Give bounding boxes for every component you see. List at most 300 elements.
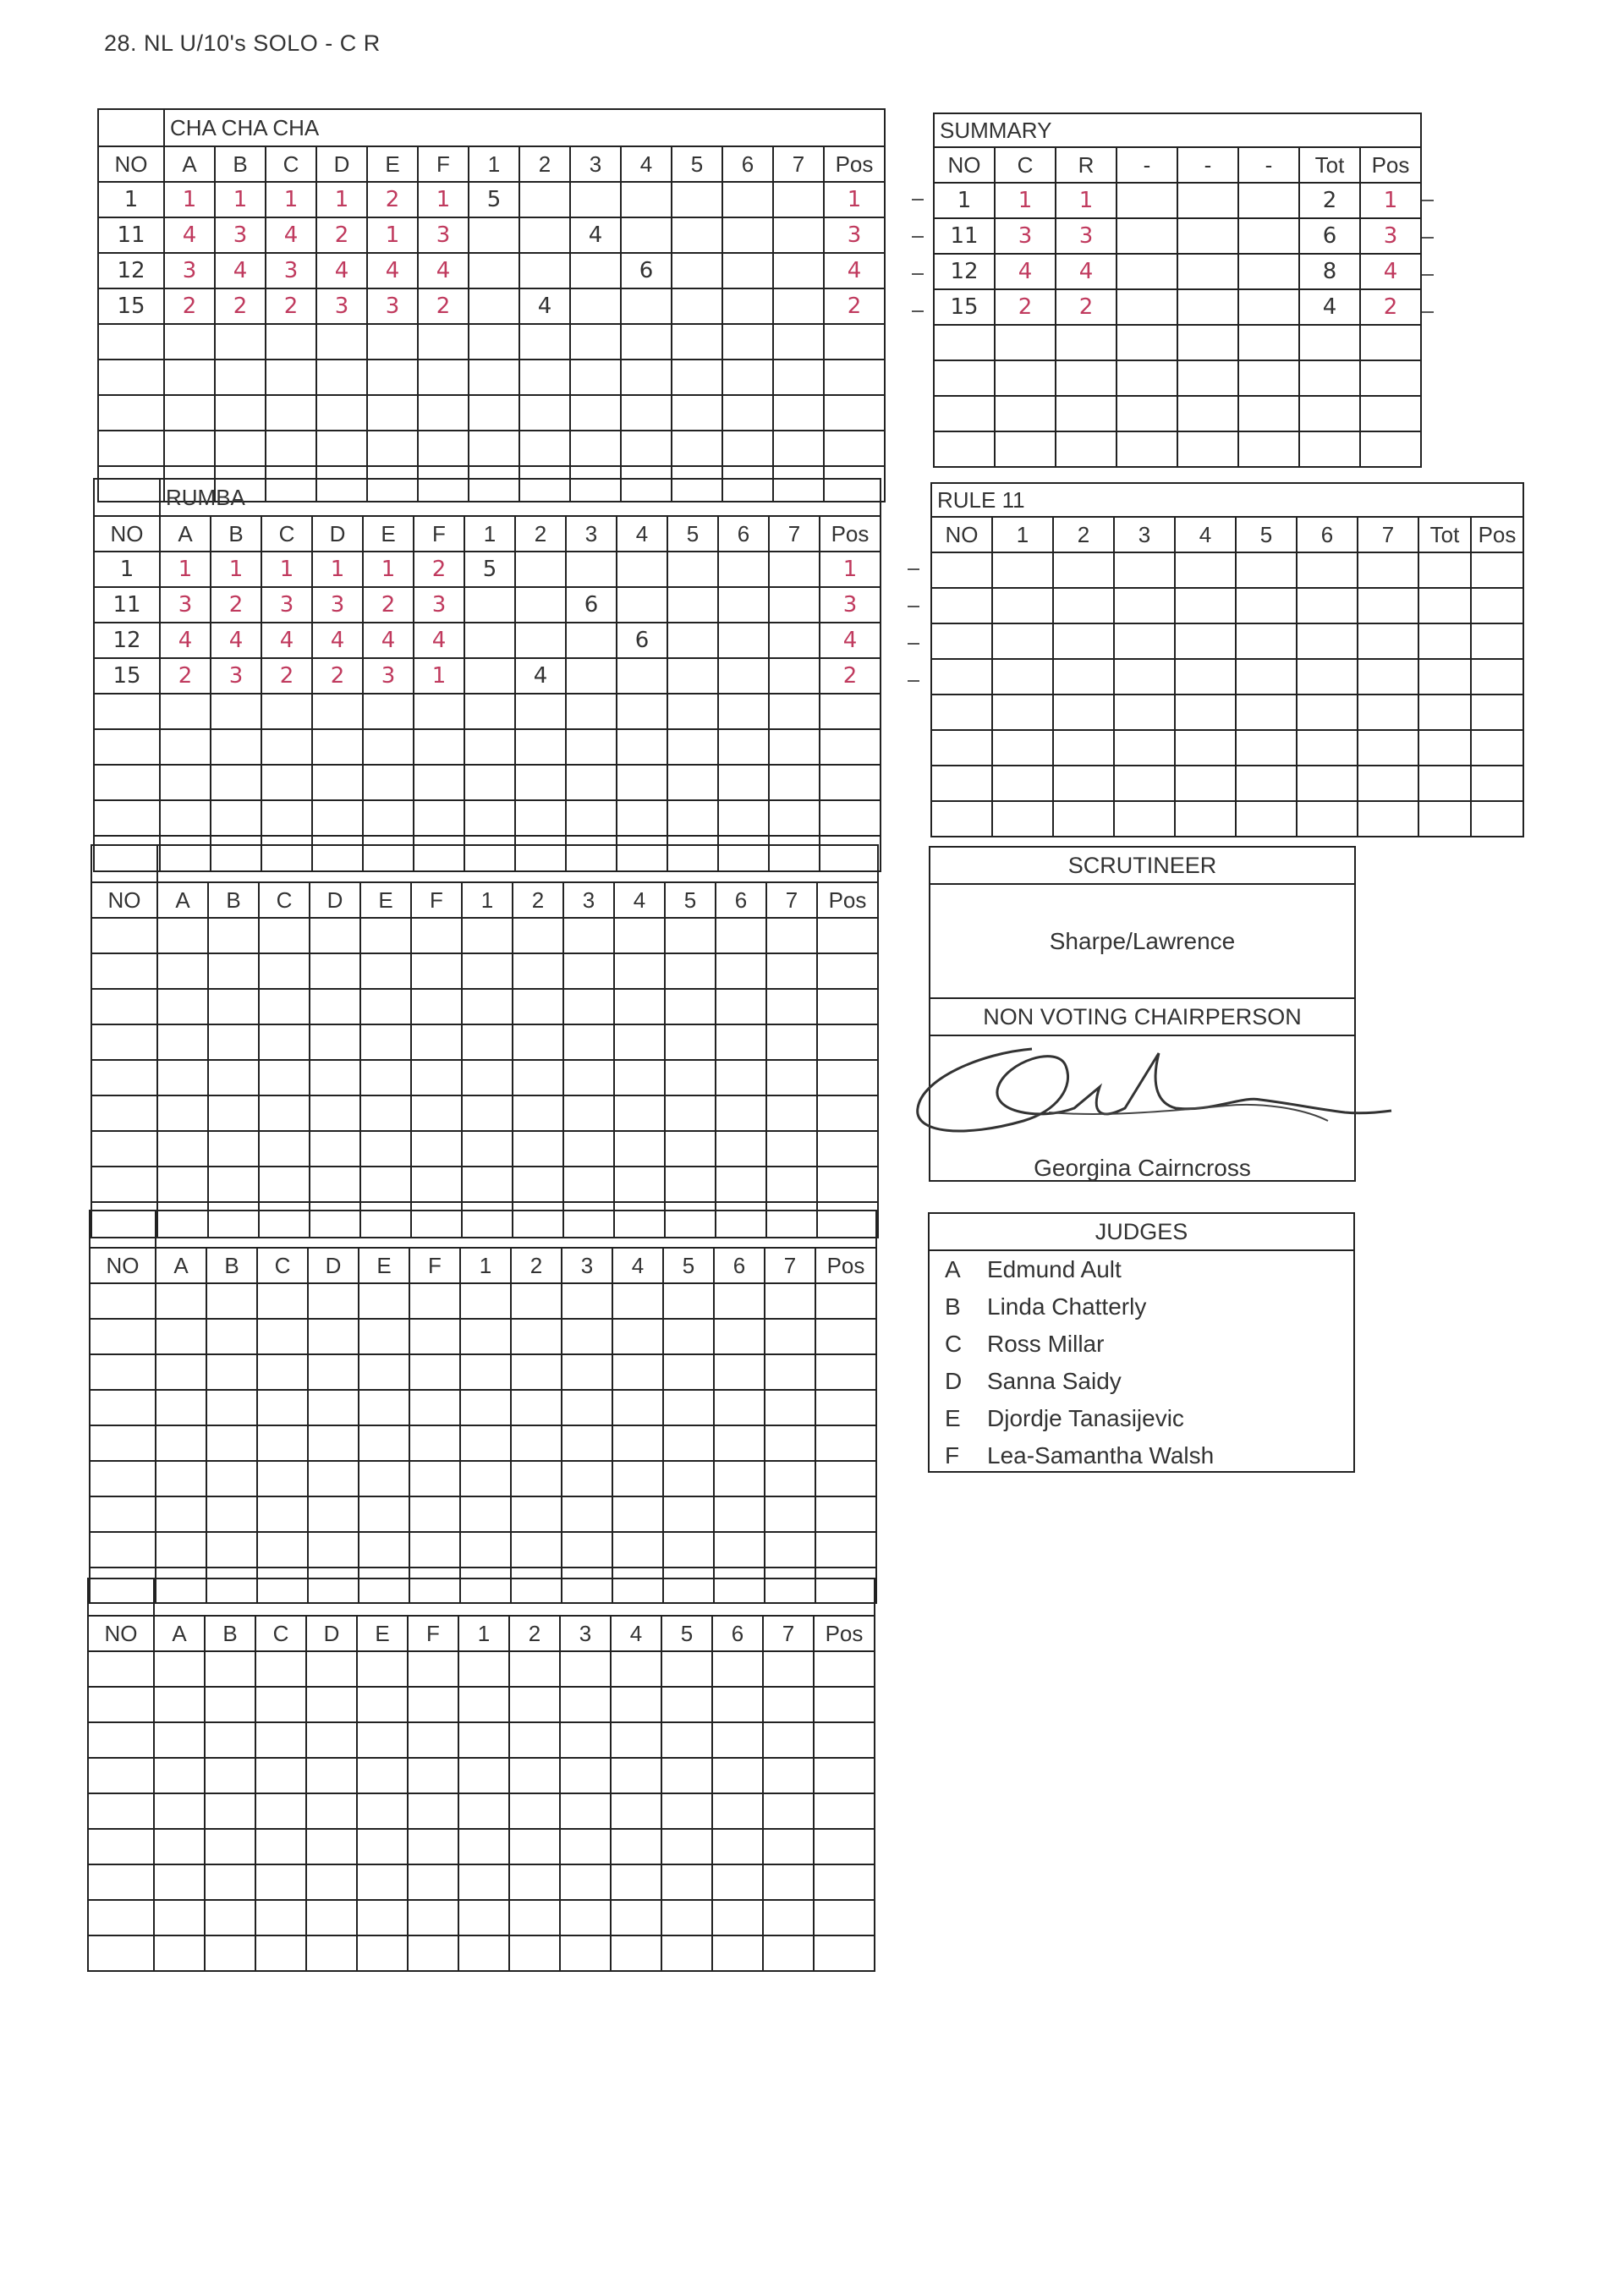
empty-cell bbox=[1418, 659, 1471, 695]
column-header: 2 bbox=[519, 146, 570, 182]
judges-label: JUDGES bbox=[930, 1214, 1353, 1251]
competitor-number bbox=[91, 953, 157, 989]
place-count bbox=[765, 1390, 815, 1425]
table-row bbox=[88, 1829, 875, 1864]
empty-cell bbox=[1177, 218, 1238, 254]
judge-mark bbox=[409, 1532, 460, 1568]
chairperson-name: Georgina Cairncross bbox=[1034, 1155, 1251, 1181]
table-row bbox=[88, 1722, 875, 1758]
tick-mark bbox=[1422, 311, 1434, 313]
judge-mark bbox=[255, 1651, 306, 1687]
place-count bbox=[458, 1935, 509, 1971]
place-count bbox=[716, 953, 766, 989]
empty-cell bbox=[1418, 695, 1471, 730]
judge-mark bbox=[255, 1935, 306, 1971]
place-count bbox=[766, 1024, 817, 1060]
place-count bbox=[763, 1793, 814, 1829]
place-count bbox=[513, 918, 563, 953]
place-count bbox=[511, 1425, 562, 1461]
place-count bbox=[515, 587, 566, 623]
place-count bbox=[462, 953, 513, 989]
place-count: 6 bbox=[566, 587, 617, 623]
judge-mark: 1 bbox=[211, 552, 261, 587]
competitor-number: 12 bbox=[934, 254, 995, 289]
place-count bbox=[773, 395, 824, 431]
competitor-number: 1 bbox=[98, 182, 164, 217]
judge-mark bbox=[156, 1283, 206, 1319]
place-count bbox=[716, 1024, 766, 1060]
competitor-number bbox=[98, 324, 164, 360]
place-count bbox=[672, 182, 722, 217]
place-count bbox=[716, 1095, 766, 1131]
empty-cell bbox=[1116, 396, 1177, 431]
column-header: 3 bbox=[563, 882, 614, 918]
column-header: 6 bbox=[714, 1248, 765, 1283]
judge-mark bbox=[360, 1024, 411, 1060]
place-count bbox=[763, 1829, 814, 1864]
position-cell: 3 bbox=[824, 217, 885, 253]
judge-row bbox=[930, 1326, 1353, 1363]
competitor-number bbox=[90, 1390, 156, 1425]
judge-mark bbox=[310, 953, 360, 989]
place-count bbox=[722, 324, 773, 360]
place-count bbox=[509, 1900, 560, 1935]
table-row bbox=[94, 694, 881, 729]
position-cell: 4 bbox=[820, 623, 881, 658]
place-count bbox=[763, 1935, 814, 1971]
judge-mark bbox=[306, 1829, 357, 1864]
judge-mark bbox=[310, 918, 360, 953]
place-count bbox=[562, 1390, 612, 1425]
empty-cell bbox=[1177, 325, 1238, 360]
judge-mark bbox=[205, 1900, 255, 1935]
judge-mark bbox=[306, 1793, 357, 1829]
empty-cell bbox=[1177, 360, 1238, 396]
place-count bbox=[464, 694, 515, 729]
chairperson-label: NON VOTING CHAIRPERSON bbox=[930, 999, 1354, 1036]
table-row bbox=[931, 588, 1523, 623]
judge-mark bbox=[418, 360, 469, 395]
table-row bbox=[931, 552, 1523, 588]
empty-cell bbox=[992, 730, 1053, 766]
place-count bbox=[519, 253, 570, 288]
judge-mark bbox=[411, 1167, 462, 1202]
table-row bbox=[91, 1167, 878, 1202]
rule11-table bbox=[930, 482, 1524, 837]
place-count bbox=[667, 694, 718, 729]
judge-letter: D bbox=[945, 1368, 963, 1394]
place-count bbox=[663, 1354, 714, 1390]
column-header: Pos bbox=[824, 146, 885, 182]
empty-cell bbox=[1418, 623, 1471, 659]
column-header: - bbox=[1238, 147, 1299, 183]
judge-mark bbox=[359, 1354, 409, 1390]
column-header: 2 bbox=[513, 882, 563, 918]
judge-mark bbox=[259, 1060, 310, 1095]
place-count bbox=[509, 1793, 560, 1829]
place-count bbox=[469, 217, 519, 253]
empty-cell bbox=[1238, 254, 1299, 289]
place-count bbox=[672, 431, 722, 466]
place-count bbox=[672, 395, 722, 431]
empty-cell bbox=[1177, 289, 1238, 325]
tick-mark bbox=[912, 199, 924, 200]
empty-cell bbox=[1114, 659, 1175, 695]
total-cell bbox=[1299, 396, 1360, 431]
empty-cell bbox=[1358, 588, 1418, 623]
tick-mark bbox=[908, 606, 919, 607]
column-header: NO bbox=[88, 1616, 154, 1651]
judge-mark bbox=[259, 1024, 310, 1060]
column-header: 6 bbox=[1297, 517, 1358, 552]
judge-mark bbox=[306, 1935, 357, 1971]
column-header: E bbox=[363, 516, 414, 552]
position-cell bbox=[814, 1900, 875, 1935]
judge-mark bbox=[357, 1864, 408, 1900]
judge-mark bbox=[306, 1758, 357, 1793]
tick-mark bbox=[908, 643, 919, 645]
place-count bbox=[563, 1024, 614, 1060]
judge-mark bbox=[363, 694, 414, 729]
cha-cha-place: 2 bbox=[995, 289, 1056, 325]
judge-mark bbox=[259, 1131, 310, 1167]
judge-mark bbox=[206, 1532, 257, 1568]
empty-cell bbox=[1471, 766, 1523, 801]
judge-mark: 4 bbox=[316, 253, 367, 288]
judge-mark bbox=[257, 1496, 308, 1532]
column-header: D bbox=[312, 516, 363, 552]
place-count bbox=[712, 1864, 763, 1900]
place-count bbox=[617, 694, 667, 729]
judge-mark bbox=[360, 918, 411, 953]
judge-mark bbox=[157, 989, 208, 1024]
place-count bbox=[511, 1283, 562, 1319]
judge-mark bbox=[215, 360, 266, 395]
judge-mark bbox=[363, 765, 414, 800]
judge-mark: 3 bbox=[261, 587, 312, 623]
place-count bbox=[563, 1095, 614, 1131]
place-count bbox=[714, 1319, 765, 1354]
place-count bbox=[621, 288, 672, 324]
empty-cell bbox=[1238, 218, 1299, 254]
table-row bbox=[934, 183, 1421, 218]
position-cell bbox=[815, 1461, 876, 1496]
place-count bbox=[462, 1167, 513, 1202]
place-count bbox=[462, 918, 513, 953]
table-row bbox=[934, 254, 1421, 289]
place-count bbox=[617, 658, 667, 694]
empty-cell bbox=[1238, 396, 1299, 431]
competitor-number bbox=[934, 431, 995, 467]
rumba-place: 3 bbox=[1056, 218, 1116, 254]
judge-mark bbox=[208, 1095, 259, 1131]
place-count bbox=[513, 1060, 563, 1095]
judge-mark bbox=[259, 1095, 310, 1131]
place-count bbox=[663, 1319, 714, 1354]
judge-mark bbox=[308, 1319, 359, 1354]
competitor-number: 1 bbox=[94, 552, 160, 587]
place-count bbox=[611, 1722, 661, 1758]
judge-row bbox=[930, 1363, 1353, 1400]
empty-cell bbox=[1358, 659, 1418, 695]
place-count bbox=[712, 1935, 763, 1971]
judge-mark: 2 bbox=[160, 658, 211, 694]
empty-cell bbox=[1116, 360, 1177, 396]
place-count bbox=[519, 217, 570, 253]
position-cell: 2 bbox=[1360, 289, 1421, 325]
judge-mark bbox=[411, 1060, 462, 1095]
judge-mark bbox=[418, 395, 469, 431]
judge-mark: 2 bbox=[363, 587, 414, 623]
empty-cell bbox=[1236, 552, 1297, 588]
judge-mark bbox=[208, 1060, 259, 1095]
competitor-number bbox=[94, 729, 160, 765]
table-row bbox=[90, 1390, 876, 1425]
empty-cell bbox=[992, 766, 1053, 801]
empty-cell bbox=[1053, 730, 1114, 766]
judge-mark bbox=[359, 1319, 409, 1354]
judge-letter: B bbox=[945, 1293, 961, 1320]
rule11-title: RULE 11 bbox=[931, 483, 1523, 517]
empty-cell bbox=[1297, 659, 1358, 695]
place-count: 4 bbox=[570, 217, 621, 253]
judge-mark bbox=[164, 395, 215, 431]
empty-cell bbox=[1114, 801, 1175, 837]
judge-mark bbox=[312, 694, 363, 729]
column-header: NO bbox=[91, 882, 157, 918]
table-row bbox=[94, 552, 881, 587]
competitor-number bbox=[934, 360, 995, 396]
competitor-number bbox=[98, 395, 164, 431]
judge-mark bbox=[408, 1651, 458, 1687]
position-cell bbox=[815, 1283, 876, 1319]
place-count bbox=[519, 324, 570, 360]
place-count bbox=[773, 182, 824, 217]
competitor-number bbox=[94, 694, 160, 729]
position-cell bbox=[815, 1425, 876, 1461]
empty-cell bbox=[1114, 730, 1175, 766]
position-cell bbox=[814, 1722, 875, 1758]
position-cell bbox=[1360, 431, 1421, 467]
judge-mark: 3 bbox=[215, 217, 266, 253]
judge-mark bbox=[206, 1283, 257, 1319]
place-count bbox=[509, 1687, 560, 1722]
judge-mark bbox=[414, 694, 464, 729]
judge-mark bbox=[157, 1024, 208, 1060]
judge-mark bbox=[205, 1829, 255, 1864]
column-header: F bbox=[408, 1616, 458, 1651]
place-count bbox=[566, 694, 617, 729]
judge-mark: 1 bbox=[164, 182, 215, 217]
summary-title: SUMMARY bbox=[934, 113, 1421, 147]
place-count bbox=[765, 1496, 815, 1532]
place-count bbox=[663, 1390, 714, 1425]
place-count bbox=[560, 1900, 611, 1935]
judge-mark bbox=[211, 694, 261, 729]
place-count bbox=[621, 431, 672, 466]
empty-cell bbox=[1053, 695, 1114, 730]
judge-mark bbox=[160, 765, 211, 800]
judge-mark bbox=[408, 1793, 458, 1829]
place-count bbox=[614, 1167, 665, 1202]
position-cell: 2 bbox=[824, 288, 885, 324]
corner-cell bbox=[90, 1211, 156, 1248]
judge-mark bbox=[408, 1829, 458, 1864]
column-header: Tot bbox=[1418, 517, 1471, 552]
place-count bbox=[763, 1758, 814, 1793]
competitor-number bbox=[88, 1864, 154, 1900]
position-cell bbox=[824, 324, 885, 360]
judge-mark bbox=[308, 1425, 359, 1461]
place-count bbox=[513, 989, 563, 1024]
judge-mark bbox=[411, 953, 462, 989]
place-count bbox=[563, 1131, 614, 1167]
judge-mark bbox=[408, 1722, 458, 1758]
place-count bbox=[566, 658, 617, 694]
judge-mark bbox=[154, 1758, 205, 1793]
position-cell: 4 bbox=[1360, 254, 1421, 289]
competitor-number bbox=[91, 1024, 157, 1060]
place-count bbox=[460, 1425, 511, 1461]
empty-cell bbox=[1175, 552, 1236, 588]
position-cell bbox=[820, 800, 881, 836]
judge-name: Lea-Samantha Walsh bbox=[987, 1442, 1215, 1469]
empty-cell bbox=[1175, 623, 1236, 659]
column-header: 1 bbox=[469, 146, 519, 182]
empty-cell bbox=[931, 623, 992, 659]
place-count bbox=[766, 918, 817, 953]
empty-cell bbox=[1175, 695, 1236, 730]
competitor-number bbox=[88, 1900, 154, 1935]
place-count bbox=[462, 1131, 513, 1167]
judge-mark bbox=[206, 1425, 257, 1461]
place-count bbox=[511, 1390, 562, 1425]
position-cell bbox=[817, 1167, 878, 1202]
position-cell bbox=[814, 1864, 875, 1900]
empty-cell bbox=[1471, 801, 1523, 837]
place-count bbox=[766, 1167, 817, 1202]
table-row bbox=[90, 1319, 876, 1354]
judge-mark: 3 bbox=[418, 217, 469, 253]
judge-mark bbox=[359, 1425, 409, 1461]
place-count bbox=[562, 1283, 612, 1319]
position-cell bbox=[824, 431, 885, 466]
column-header: C bbox=[255, 1616, 306, 1651]
position-cell bbox=[814, 1687, 875, 1722]
position-cell: 3 bbox=[820, 587, 881, 623]
place-count bbox=[712, 1900, 763, 1935]
place-count bbox=[661, 1651, 712, 1687]
column-header: - bbox=[1177, 147, 1238, 183]
place-count bbox=[672, 360, 722, 395]
table-row bbox=[90, 1354, 876, 1390]
place-count bbox=[460, 1319, 511, 1354]
column-header: R bbox=[1056, 147, 1116, 183]
table-row bbox=[91, 1131, 878, 1167]
competitor-number: 15 bbox=[94, 658, 160, 694]
judge-mark: 3 bbox=[312, 587, 363, 623]
column-header: 7 bbox=[1358, 517, 1418, 552]
column-header: B bbox=[205, 1616, 255, 1651]
column-header: 1 bbox=[464, 516, 515, 552]
table-row bbox=[88, 1900, 875, 1935]
judge-mark: 1 bbox=[367, 217, 418, 253]
judge-mark bbox=[205, 1864, 255, 1900]
position-cell bbox=[824, 360, 885, 395]
place-count bbox=[563, 918, 614, 953]
competitor-number bbox=[91, 989, 157, 1024]
place-count bbox=[458, 1900, 509, 1935]
judge-mark bbox=[308, 1496, 359, 1532]
place-count bbox=[566, 800, 617, 836]
empty-cell bbox=[1053, 623, 1114, 659]
column-header: 4 bbox=[614, 882, 665, 918]
place-count bbox=[617, 729, 667, 765]
place-count bbox=[718, 729, 769, 765]
position-cell bbox=[815, 1354, 876, 1390]
judge-mark bbox=[408, 1935, 458, 1971]
judge-mark bbox=[414, 729, 464, 765]
table-row bbox=[91, 1060, 878, 1095]
empty-cell bbox=[1238, 431, 1299, 467]
place-count bbox=[612, 1319, 663, 1354]
judge-mark: 2 bbox=[316, 217, 367, 253]
rumba-place: 2 bbox=[1056, 289, 1116, 325]
corner-cell bbox=[94, 479, 160, 516]
place-count bbox=[765, 1425, 815, 1461]
empty-cell bbox=[1175, 766, 1236, 801]
position-cell bbox=[817, 989, 878, 1024]
empty-cell bbox=[1236, 623, 1297, 659]
judge-mark bbox=[154, 1651, 205, 1687]
position-cell bbox=[814, 1651, 875, 1687]
place-count bbox=[672, 253, 722, 288]
place-count bbox=[718, 694, 769, 729]
judge-mark bbox=[360, 953, 411, 989]
place-count bbox=[614, 989, 665, 1024]
judge-mark: 1 bbox=[215, 182, 266, 217]
judges-list bbox=[930, 1251, 1353, 1474]
judge-mark bbox=[206, 1461, 257, 1496]
column-header: NO bbox=[94, 516, 160, 552]
judge-mark bbox=[215, 324, 266, 360]
place-count bbox=[614, 1095, 665, 1131]
judge-mark bbox=[208, 1167, 259, 1202]
empty-cell bbox=[1116, 218, 1177, 254]
empty-cell bbox=[1297, 588, 1358, 623]
position-cell bbox=[815, 1496, 876, 1532]
judge-mark: 1 bbox=[266, 182, 316, 217]
dance-title: RUMBA bbox=[160, 479, 881, 516]
empty-cell bbox=[1053, 766, 1114, 801]
position-cell bbox=[817, 953, 878, 989]
competitor-number bbox=[91, 1060, 157, 1095]
place-count bbox=[617, 587, 667, 623]
column-header: C bbox=[259, 882, 310, 918]
place-count bbox=[712, 1687, 763, 1722]
position-cell bbox=[817, 1095, 878, 1131]
judge-mark bbox=[255, 1722, 306, 1758]
place-count bbox=[661, 1935, 712, 1971]
rumba-place: 4 bbox=[1056, 254, 1116, 289]
empty-cell bbox=[1177, 254, 1238, 289]
empty-cell bbox=[931, 552, 992, 588]
place-count bbox=[672, 324, 722, 360]
judge-mark bbox=[409, 1425, 460, 1461]
place-count bbox=[464, 658, 515, 694]
judge-mark bbox=[316, 324, 367, 360]
table-row bbox=[94, 729, 881, 765]
